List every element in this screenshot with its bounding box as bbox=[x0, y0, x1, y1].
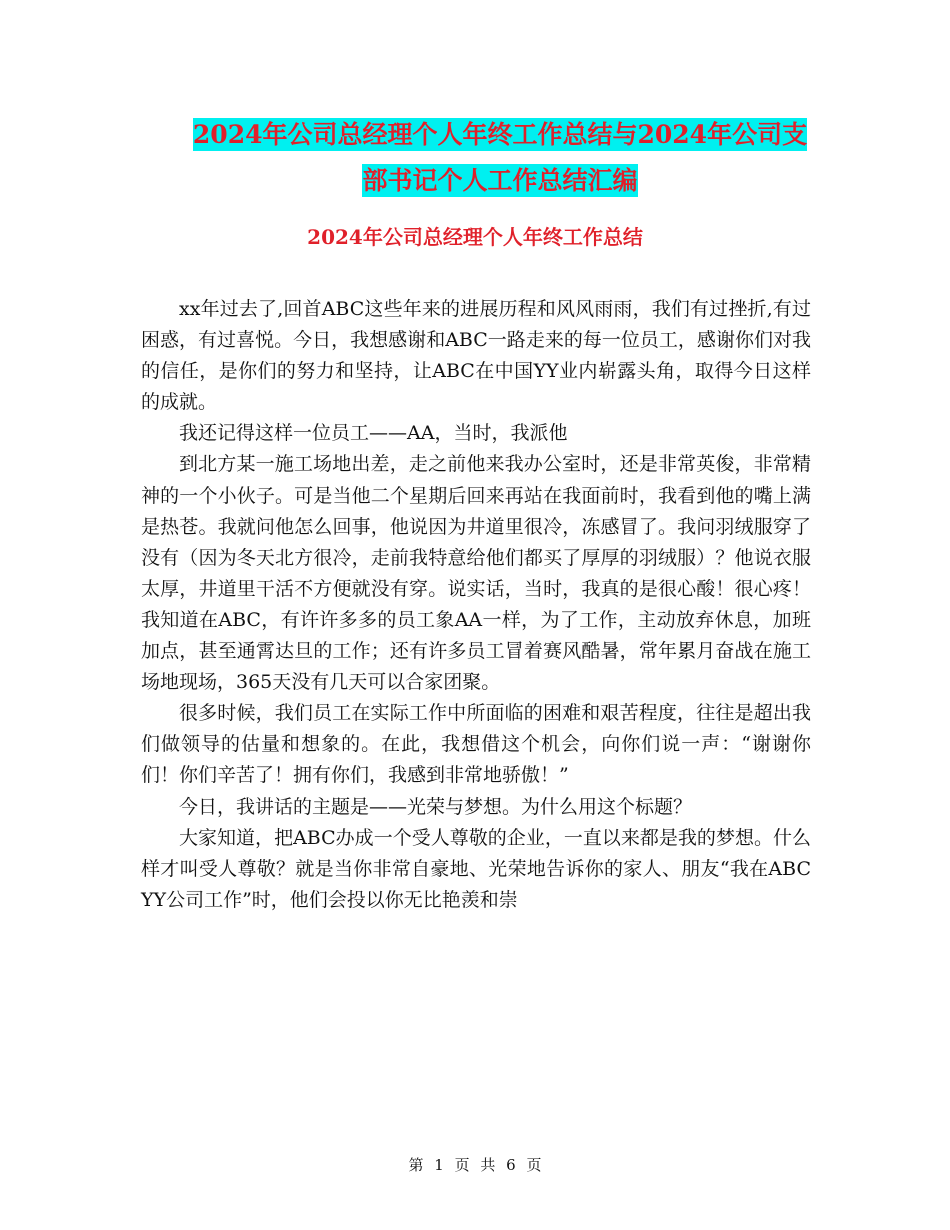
section-title: 2024年公司总经理个人年终工作总结 bbox=[307, 225, 643, 249]
paragraph: 今日，我讲话的主题是——光荣与梦想。为什么用这个标题？ bbox=[179, 795, 693, 818]
paragraph: 到北方某一施工场地出差，走之前他来我办公室时，还是非常英俊，非常精神的一个小伙子。可是当他二个星期后回来再站在我面前时，我看到他的嘴上满是热苍。我就问他怎么回事，他说因为井道里很冷，冻感冒了。我问羽绒服穿了没有（因为冬天北方很冷，走前我特意给他们都买了厚厚的羽绒服）？他说衣服太厚，井道里干活不方便就没有穿。说实话，当时，我真的是很心酸！很心疼！我知道在ABC，有许许多多的员工象AA一样，为了工作，主动放弃休息，加班加点，甚至通霄达旦的工作；还有许多员工冒着赛风酷暑，常年累月奋战在施工场地现场，365天没有几天可以合家团聚。 bbox=[141, 453, 811, 694]
body-text bbox=[141, 294, 811, 916]
paragraph: 我还记得这样一位员工——AA，当时，我派他 bbox=[179, 422, 568, 445]
paragraph: 大家知道，把ABC办成一个受人尊敬的企业，一直以来都是我的梦想。什么样才叫受人尊敬？就是当你非常自豪地、光荣地告诉你的家人、朋友“我在ABCYY公司工作”时，他们会投以你无比艳羡和崇 bbox=[141, 826, 811, 911]
paragraph: xx年过去了,回首ABC这些年来的进展历程和风风雨雨，我们有过挫折,有过困惑，有过喜悦。今日，我想感谢和ABC一路走来的每一位员工，感谢你们对我的信任，是你们的努力和坚持，让ABC在中国YY业内崭露头角，取得今日这样的成就。 bbox=[141, 298, 811, 414]
page-footer: 第 1 页 共 6 页 bbox=[408, 1156, 542, 1174]
document-title-line-1: 2024年公司总经理个人年终工作总结与2024年公司支 bbox=[192, 120, 808, 149]
paragraph: 很多时候，我们员工在实际工作中所面临的困难和艰苦程度，往往是超出我们做领导的估量和想象的。在此，我想借这个机会，向你们说一声：“谢谢你们！你们辛苦了！拥有你们，我感到非常地骄傲！” bbox=[141, 702, 811, 787]
document-title-line-2: 部书记个人工作总结汇编 bbox=[362, 166, 638, 195]
document-title bbox=[120, 112, 880, 204]
